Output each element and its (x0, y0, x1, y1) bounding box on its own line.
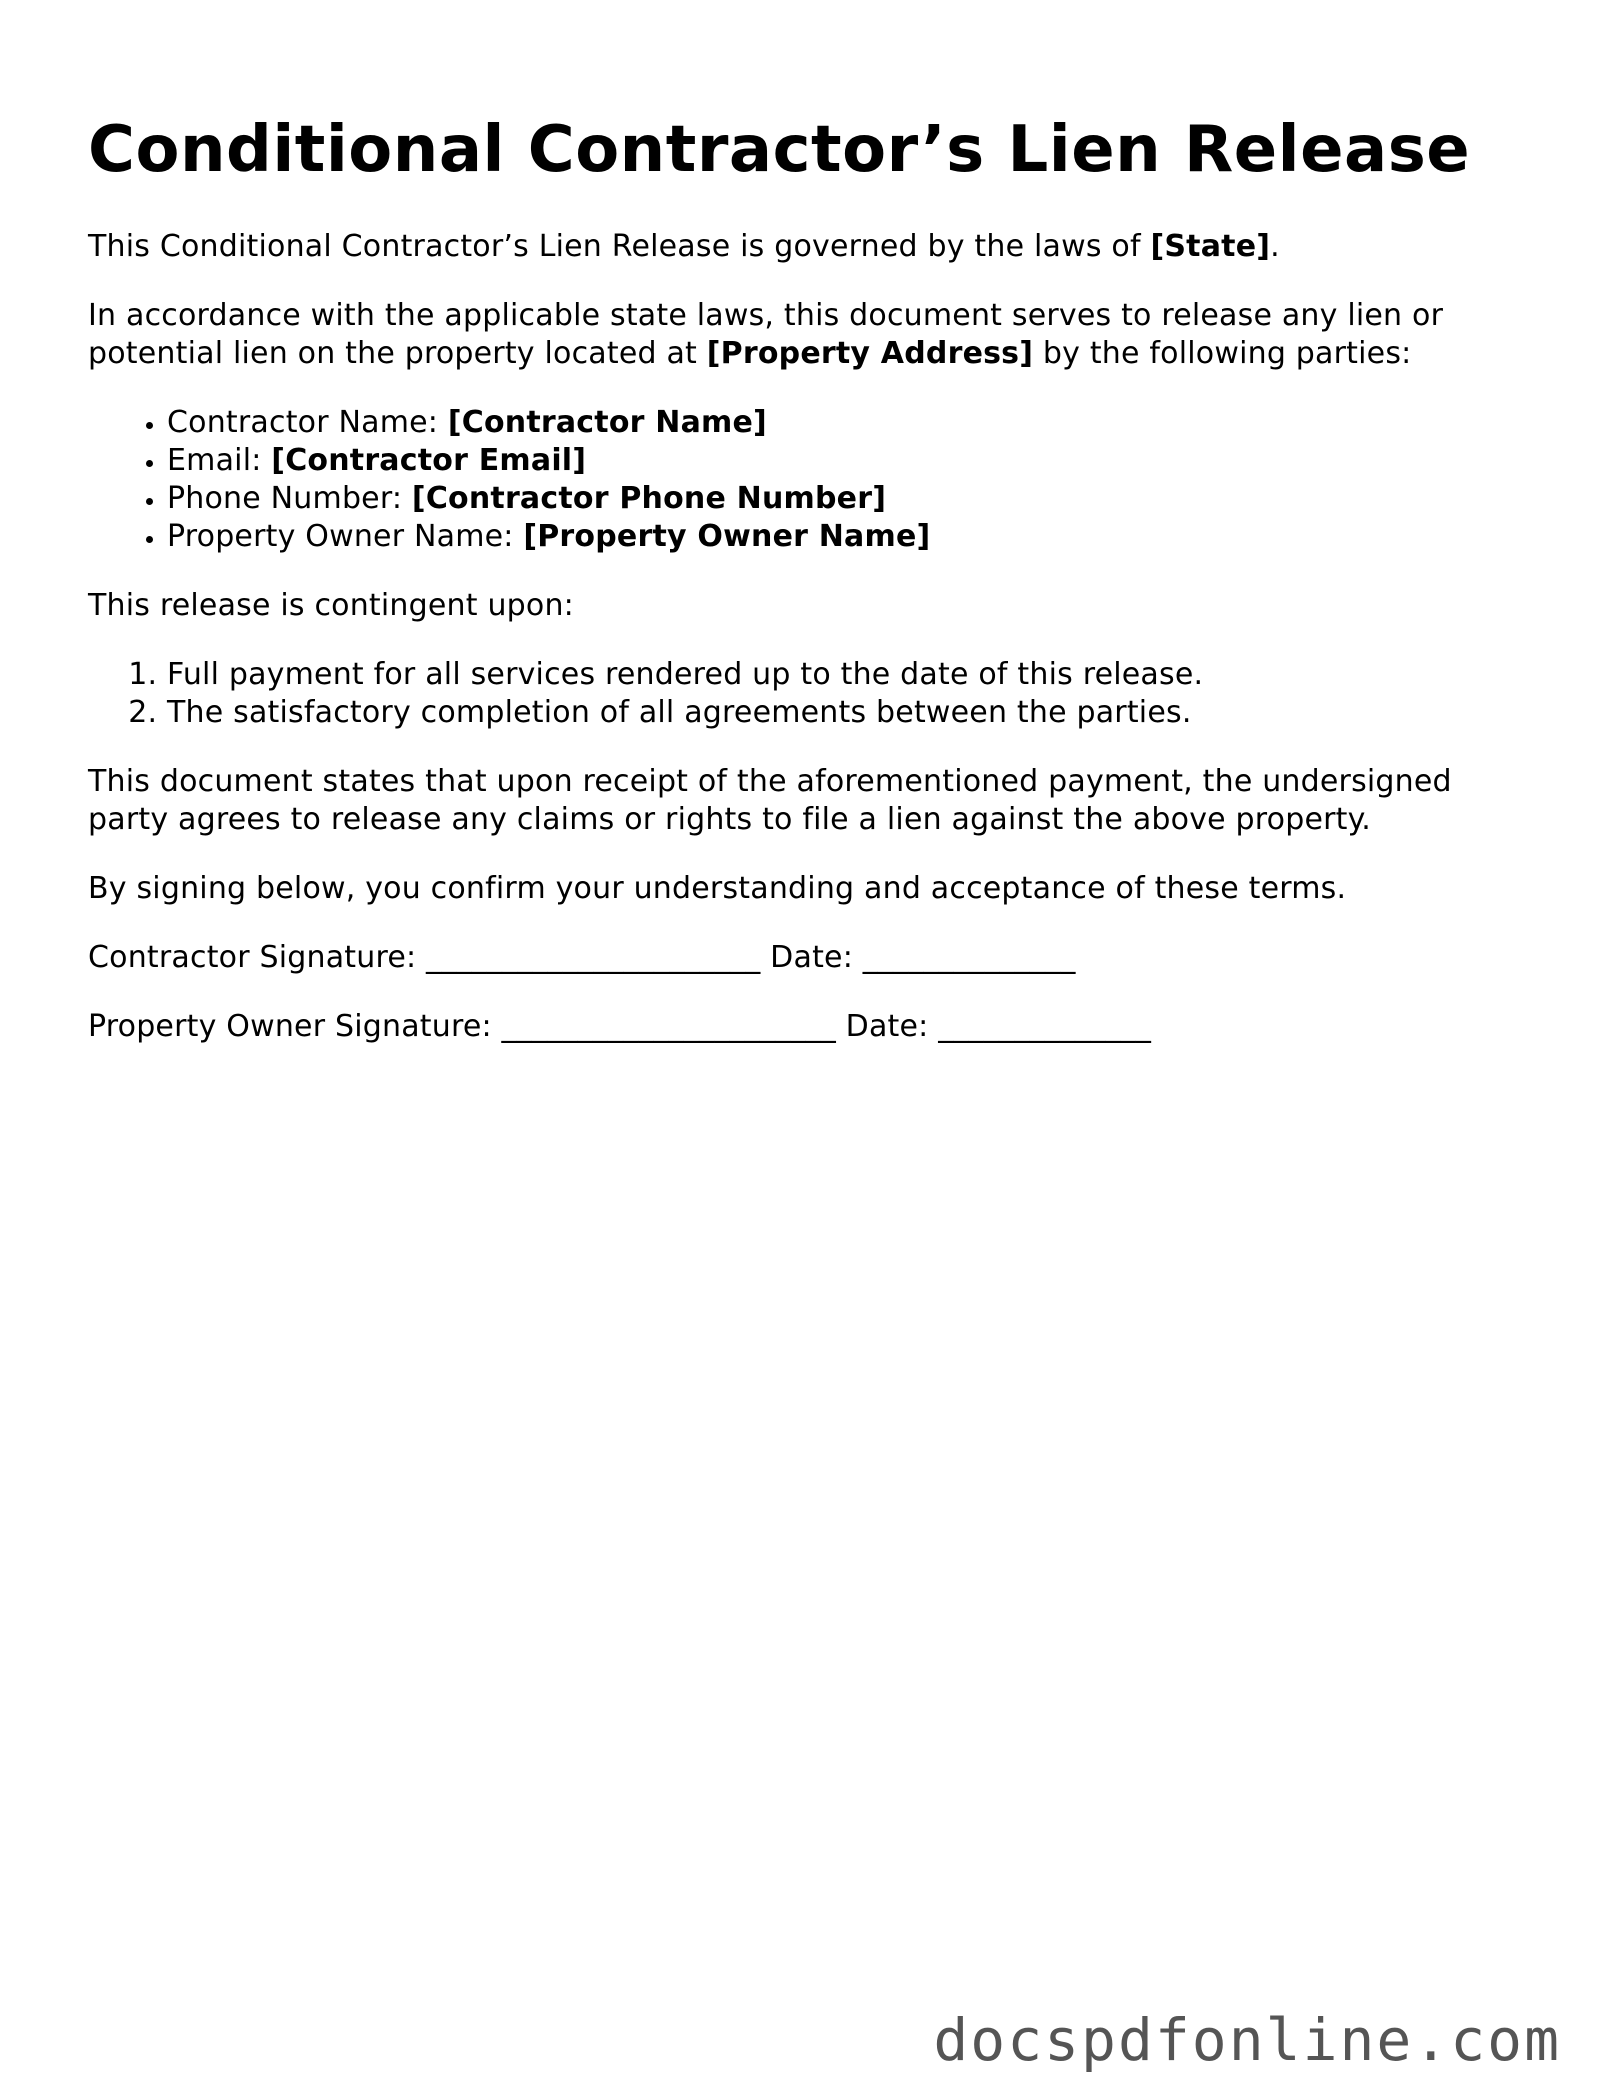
owner-signature-line: Property Owner Signature: ______________________ Date: ______________ (88, 1009, 1152, 1044)
party-label: Phone Number: (167, 481, 412, 516)
list-item (167, 442, 1528, 480)
party-label: Contractor Name: (167, 405, 448, 440)
parties-list (88, 404, 1528, 556)
document-title: Conditional Contractor’s Lien Release (88, 113, 1471, 187)
contractor-signature-line: Contractor Signature: ______________________ Date: ______________ (88, 940, 1076, 975)
contingent-heading: This release is contingent upon: (88, 588, 574, 623)
party-label: Email: (167, 443, 272, 478)
document-body (88, 228, 1528, 1077)
party-label: Property Owner Name: (167, 519, 524, 554)
party-value: [Contractor Email] (271, 443, 587, 478)
watermark: docspdfonline.com (933, 2006, 1561, 2074)
list-item: 2. The satisfactory completion of all agreements between the parties. (167, 694, 1528, 732)
list-item: 1. Full payment for all services rendered up to the date of this release. (167, 656, 1528, 694)
accordance-text: In accordance with the applicable state laws, this document serves to release any lien or potential lien on the property located at (88, 298, 1444, 371)
state-placeholder: [State] (1150, 229, 1271, 264)
list-item (167, 404, 1528, 442)
intro-paragraph (88, 228, 1528, 266)
intro-period: . (1270, 229, 1280, 264)
confirmation-paragraph: By signing below, you confirm your understanding and acceptance of these terms. (88, 871, 1347, 906)
list-item (167, 518, 1528, 556)
conditions-list (88, 656, 1528, 732)
property-address-placeholder: [Property Address] (706, 336, 1034, 371)
list-item (167, 480, 1528, 518)
party-value: [Contractor Name] (447, 405, 767, 440)
party-value: [Property Owner Name] (523, 519, 931, 554)
accordance-paragraph (88, 297, 1528, 373)
accordance-text-end: by the following parties: (1033, 336, 1412, 371)
statement-paragraph: This document states that upon receipt of the aforementioned payment, the undersigned party agrees to release any claims or rights to file a lien against the above property. (88, 764, 1452, 837)
intro-text: This Conditional Contractor’s Lien Release is governed by the laws of (88, 229, 1151, 264)
party-value: [Contractor Phone Number] (411, 481, 887, 516)
